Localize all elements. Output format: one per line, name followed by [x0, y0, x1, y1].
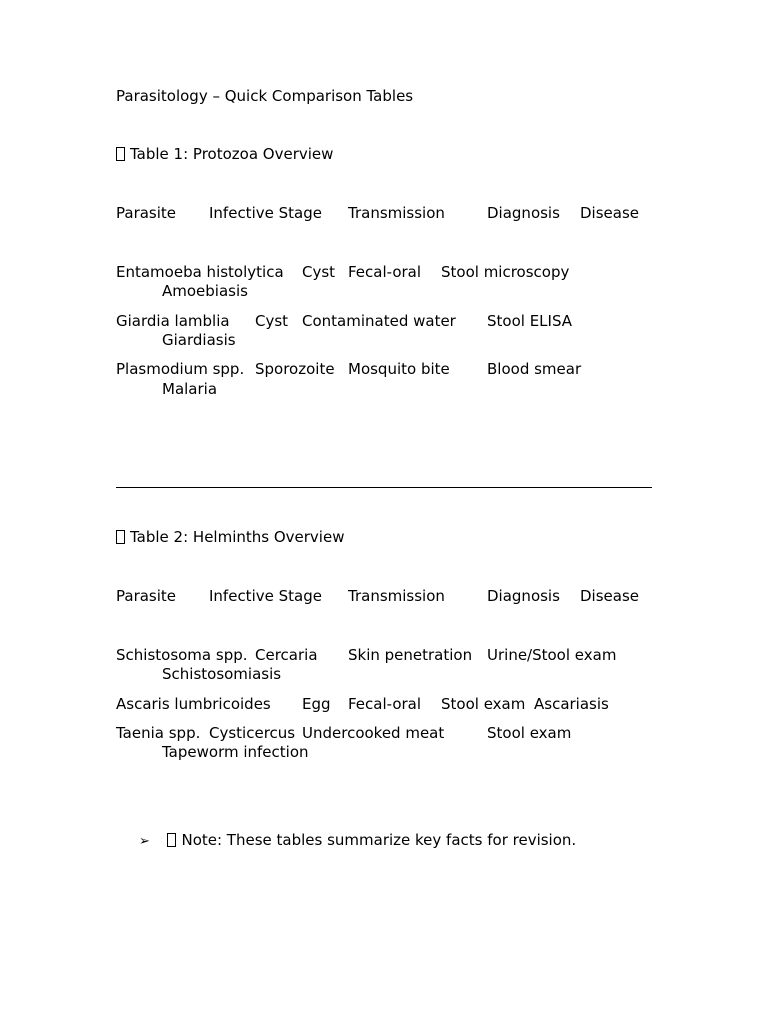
- table2-row1-disease: Schistosomiasis: [162, 665, 282, 683]
- table2-row3-transmission: Undercooked meat: [302, 724, 445, 742]
- table1-row2-diagnosis: Stool ELISA: [487, 312, 573, 330]
- note-text: Note: These tables summarize key facts for revision.: [181, 831, 577, 849]
- table1-row3-parasite: Plasmodium spp.: [116, 360, 245, 378]
- table2-header-disease: Disease: [580, 587, 639, 605]
- table1-row2-transmission: Contaminated water: [302, 312, 456, 330]
- table2-row1-diagnosis: Urine/Stool exam: [487, 646, 617, 664]
- table2-row2-transmission: Fecal-oral: [348, 695, 422, 713]
- table1-heading: [116, 144, 333, 164]
- table1-row1-diagnosis: Stool microscopy: [441, 263, 570, 281]
- table2-row3-parasite: Taenia spp.: [116, 724, 201, 742]
- table1-row2-disease: Giardiasis: [162, 331, 236, 349]
- table1-row2-parasite: Giardia lamblia: [116, 312, 230, 330]
- table1-header-stage: Infective Stage: [209, 204, 322, 222]
- table1-row3-transmission: Mosquito bite: [348, 360, 450, 378]
- table2-row2-parasite: Ascaris lumbricoides: [116, 695, 271, 713]
- table2-row2-stage: Egg: [302, 695, 331, 713]
- table2-row2-diagnosis: Stool exam: [441, 695, 526, 713]
- table1-row1-parasite: Entamoeba histolytica: [116, 263, 284, 281]
- table2-row3-diagnosis: Stool exam: [487, 724, 572, 742]
- horizontal-divider: [116, 487, 652, 488]
- table1-row1-stage: Cyst: [302, 263, 336, 281]
- table2-row2-disease: Ascariasis: [534, 695, 609, 713]
- table2-header-transmission: Transmission: [348, 587, 445, 605]
- table1-row2-stage: Cyst: [255, 312, 289, 330]
- missing-glyph-icon: [116, 147, 125, 161]
- table1-row3-stage: Sporozoite: [255, 360, 335, 378]
- table1-header-disease: Disease: [580, 204, 639, 222]
- table1-row1-transmission: Fecal-oral: [348, 263, 422, 281]
- document-title: Parasitology – Quick Comparison Tables: [116, 87, 414, 105]
- table2-row3-disease: Tapeworm infection: [162, 743, 309, 761]
- table1-header-diagnosis: Diagnosis: [487, 204, 560, 222]
- table2-heading-text: Table 2: Helminths Overview: [130, 528, 345, 546]
- table1-row1-disease: Amoebiasis: [162, 282, 248, 300]
- table2-header-parasite: Parasite: [116, 587, 177, 605]
- table2-row3-stage: Cysticercus: [209, 724, 296, 742]
- table2-heading: [116, 527, 344, 547]
- table1-row3-diagnosis: Blood smear: [487, 360, 582, 378]
- table2-header-stage: Infective Stage: [209, 587, 322, 605]
- table1-header-transmission: Transmission: [348, 204, 445, 222]
- table2-row1-transmission: Skin penetration: [348, 646, 473, 664]
- missing-glyph-icon: [167, 833, 176, 847]
- table2-header-diagnosis: Diagnosis: [487, 587, 560, 605]
- table1-header-parasite: Parasite: [116, 204, 177, 222]
- arrow-bullet-icon: ➢: [139, 834, 150, 849]
- table2-row1-stage: Cercaria: [255, 646, 318, 664]
- missing-glyph-icon: [116, 530, 125, 544]
- table1-row3-disease: Malaria: [162, 380, 218, 398]
- table1-heading-text: Table 1: Protozoa Overview: [130, 145, 334, 163]
- note-line: [139, 830, 576, 852]
- table2-row1-parasite: Schistosoma spp.: [116, 646, 248, 664]
